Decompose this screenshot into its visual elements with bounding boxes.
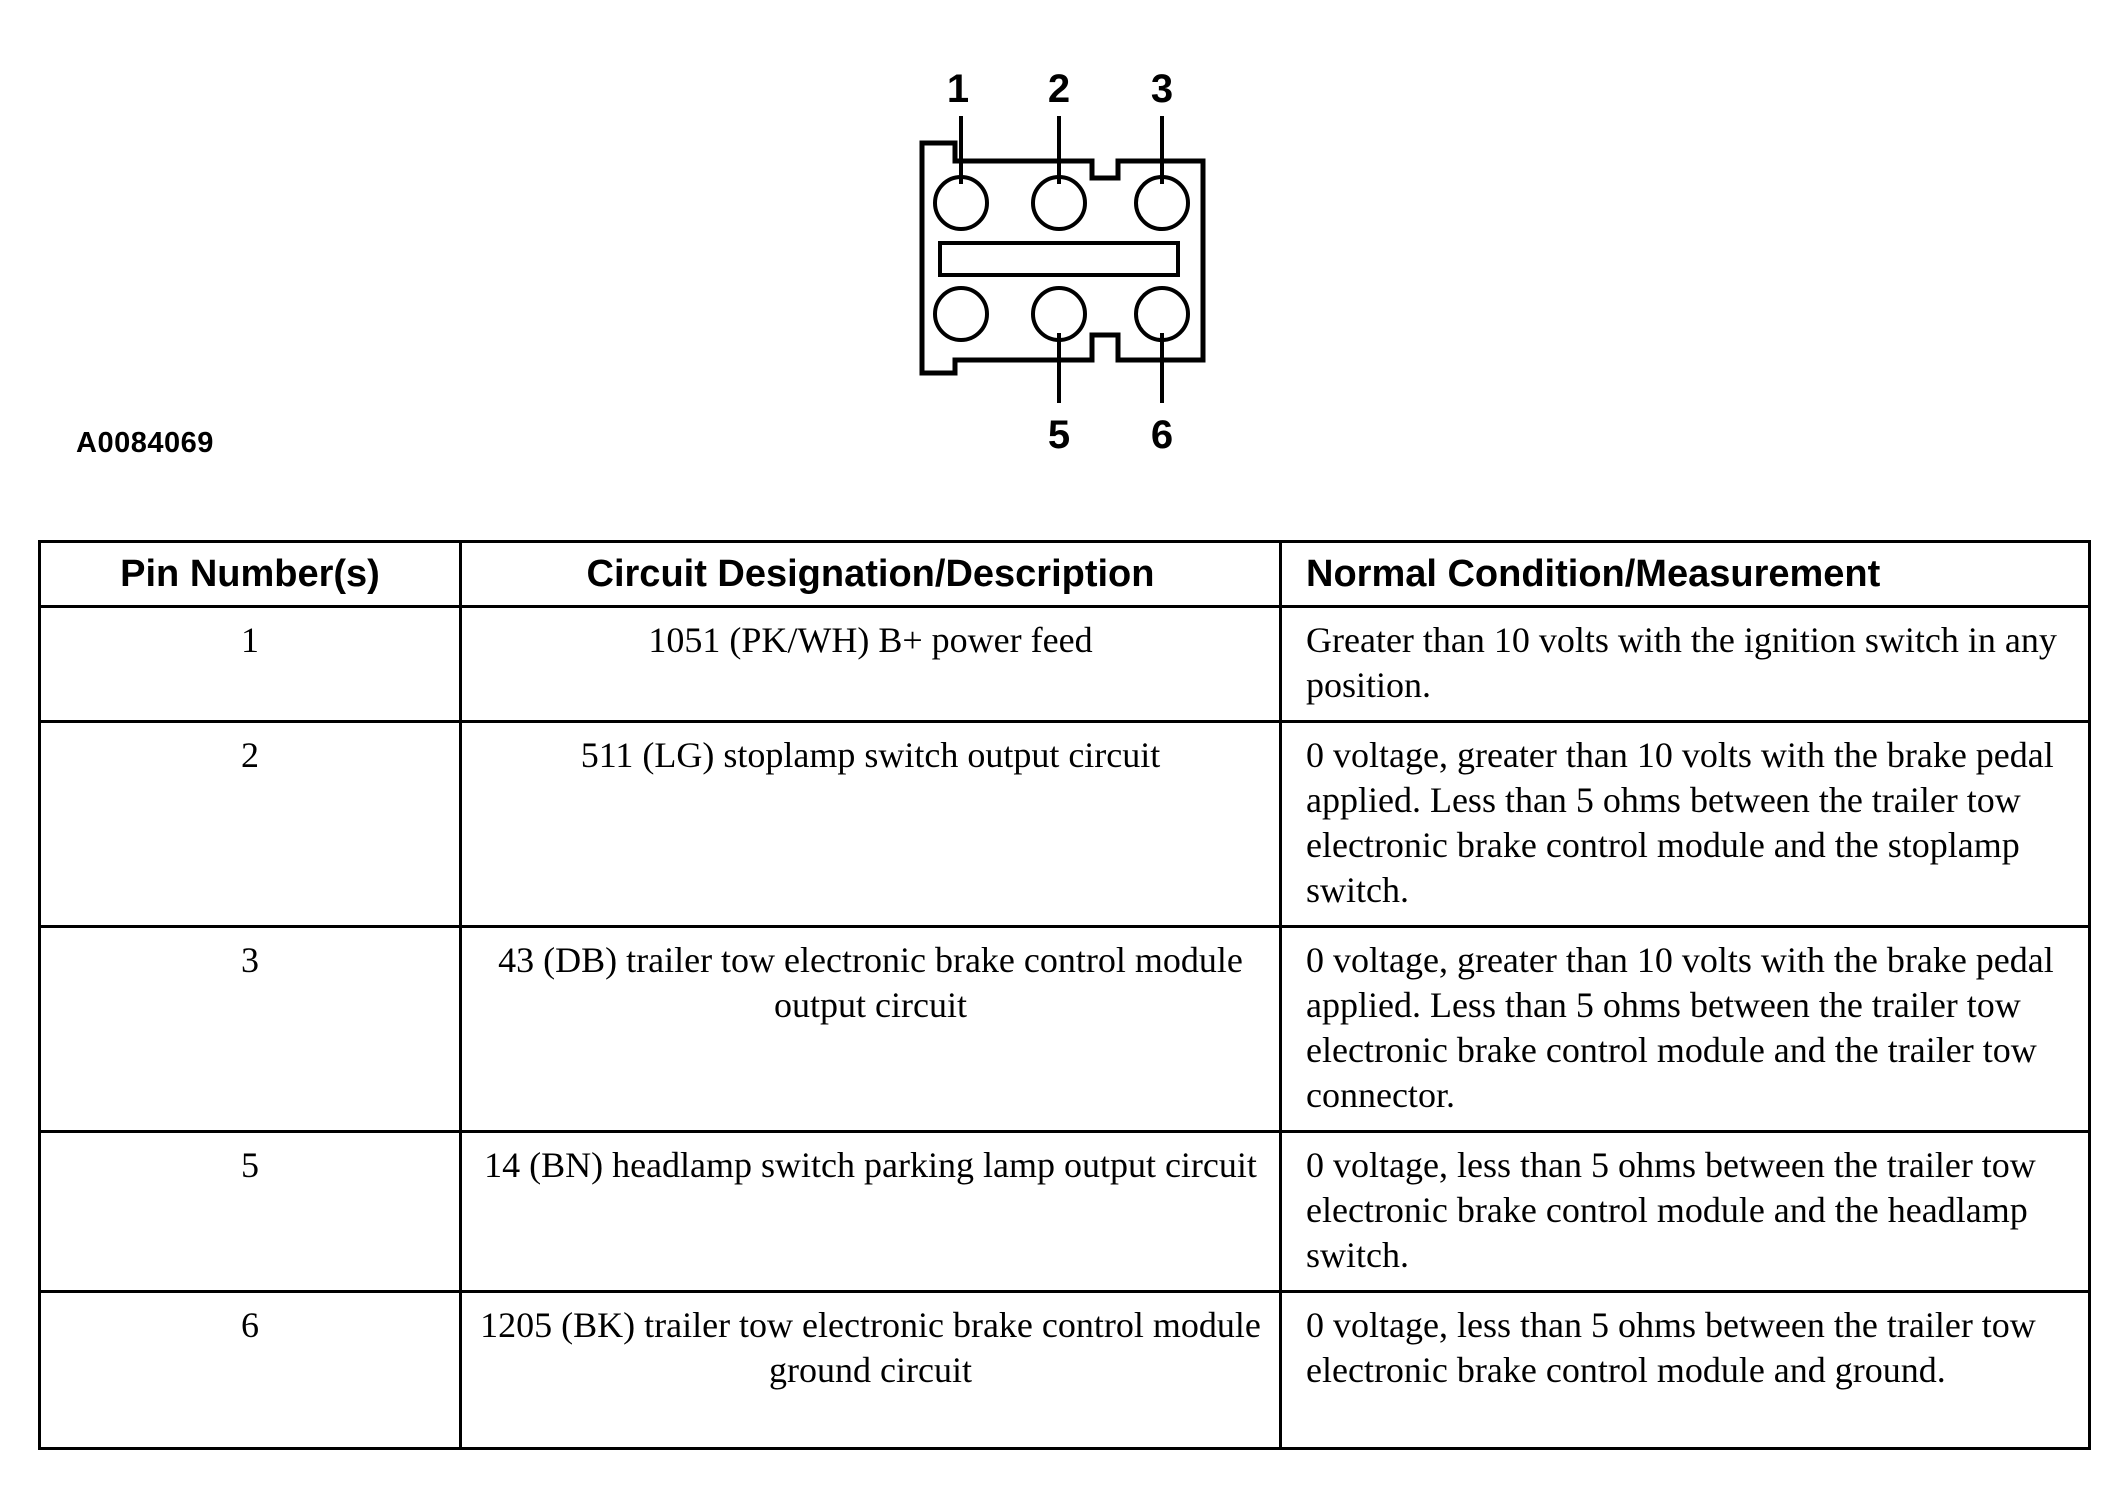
connector-key-bar [940,243,1178,275]
cell-condition: 0 voltage, less than 5 ohms between the trailer tow electronic brake control module and ground. [1281,1292,2090,1449]
table-row [40,722,2090,927]
cell-condition: 0 voltage, less than 5 ohms between the trailer tow electronic brake control module and the headlamp switch. [1281,1132,2090,1292]
cell-circuit: 511 (LG) stoplamp switch output circuit [461,722,1281,927]
pin-label-5: 5 [1047,413,1071,457]
header-circuit: Circuit Designation/Description [461,542,1281,607]
cell-condition: Greater than 10 volts with the ignition switch in any position. [1281,607,2090,722]
pin-cavity-1 [935,177,987,229]
cell-circuit: 43 (DB) trailer tow electronic brake control module output circuit [461,927,1281,1132]
table-header-row [40,542,2090,607]
pin-cavity-4 [935,288,987,340]
pin-label-2: 2 [1047,67,1071,111]
table-row [40,607,2090,722]
cell-condition: 0 voltage, greater than 10 volts with the brake pedal applied. Less than 5 ohms between the trailer tow electronic brake control module and the stoplamp switch. [1281,722,2090,927]
pin-label-1: 1 [946,67,970,111]
cell-pin: 1 [40,607,461,722]
pin-table [38,540,2091,1450]
cell-condition: 0 voltage, greater than 10 volts with the brake pedal applied. Less than 5 ohms between the trailer tow electronic brake control module and the trailer tow connector. [1281,927,2090,1132]
cell-pin: 5 [40,1132,461,1292]
figure-id: A0084069 [76,427,214,459]
table-row [40,927,2090,1132]
table-row [40,1292,2090,1449]
cell-pin: 6 [40,1292,461,1449]
header-condition: Normal Condition/Measurement [1281,542,2090,607]
pin-cavity-2 [1033,177,1085,229]
table-row [40,1132,2090,1292]
cell-pin: 2 [40,722,461,927]
cell-pin: 3 [40,927,461,1132]
cell-circuit: 14 (BN) headlamp switch parking lamp output circuit [461,1132,1281,1292]
connector-diagram [0,0,2124,480]
pin-label-3: 3 [1150,67,1174,111]
pin-cavity-5 [1033,288,1085,340]
header-pin-number: Pin Number(s) [40,542,461,607]
pin-label-6: 6 [1150,413,1174,457]
cell-circuit: 1051 (PK/WH) B+ power feed [461,607,1281,722]
pin-cavity-6 [1136,288,1188,340]
pin-cavity-3 [1136,177,1188,229]
cell-circuit: 1205 (BK) trailer tow electronic brake control module ground circuit [461,1292,1281,1449]
